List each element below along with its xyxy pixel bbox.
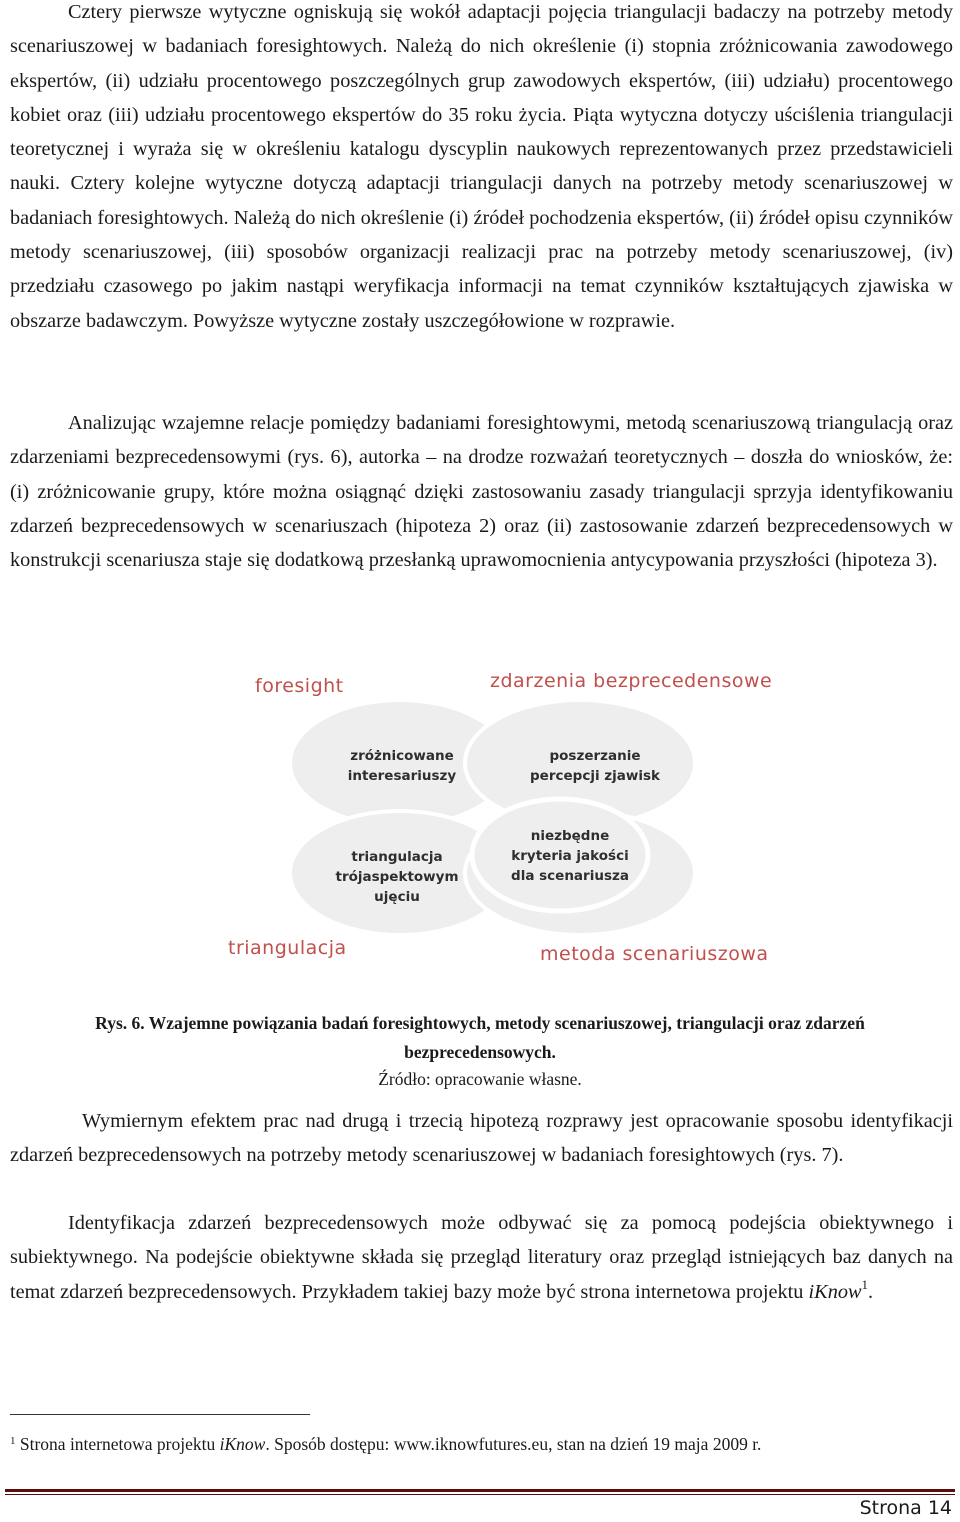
node-stakeholders-line2: interesariuszy xyxy=(347,768,457,784)
figure-caption xyxy=(0,1009,960,1067)
paragraph-effect: Wymiernym efektem prac nad drugą i trzecią hipotezą rozprawy jest opracowanie sposobu identyfikacji zdarzeń bezprecedensowych na potrzeby metody scenariuszowej w badaniach foresightowych (rys. 7). xyxy=(10,1110,953,1167)
node-triangulation-line2: trójaspektowym xyxy=(335,869,459,885)
node-perception-line2: percepcji zjawisk xyxy=(530,768,660,784)
paragraph-guidelines: Cztery pierwsze wytyczne ogniskują się wokół adaptacji pojęcia triangulacji badaczy na potrzeby metody scenariuszowej w badaniach foresightowych. Należą do nich określenie (i) stopnia zróżnicowania zawodowego ekspertów, (ii) udziału procentowego poszczególnych grup zawodowych ekspertów, (iii) udziału) procentowego kobiet oraz (iii) udziału procentowego ekspertów do 35 roku życia. Piąta wytyczna dotyczy uściślenia triangulacji teoretycznej i wyraża się w określeniu katalogu dyscyplin naukowych reprezentowanych przez przedstawicieli nauki. Cztery kolejne wytyczne dotyczą adaptacji triangulacji danych na potrzeby metody scenariuszowej w badaniach foresightowych. Należą do nich określenie (i) źródeł pochodzenia ekspertów, (ii) źródeł opisu czynników metody scenariuszowej, (iii) sposobów organizacji realizacji prac na potrzeby metody scenariuszowej, (iv) przedziału czasowego po jakim nastąpi weryfikacja informacji na temat czynników kształtujących zjawiska w obszarze badawczym. Powyższe wytyczne zostały uszczegółowione w rozprawie. xyxy=(10,1,953,332)
page-number: Strona 14 xyxy=(859,1497,952,1519)
node-triangulation xyxy=(327,847,467,907)
footnote-number: 1 xyxy=(10,1435,16,1447)
iknow-term: iKnow xyxy=(808,1280,862,1303)
label-foresight: foresight xyxy=(255,675,344,697)
figure-caption-line1: Rys. 6. Wzajemne powiązania badań foresightowych, metody scenariuszowej, triangulacji oraz zdarzeń xyxy=(95,1013,865,1033)
node-triangulation-line1: triangulacja xyxy=(351,849,443,865)
node-quality-line1: niezbędne xyxy=(530,828,610,844)
paragraph-analysis: Analizując wzajemne relacje pomiędzy badaniami foresightowymi, metodą scenariuszową triangulacją oraz zdarzeniami bezprecedensowymi (rys. 6), autorka – na drodze rozważań teoretycznych – doszła do wniosków, że: (i) zróżnicowanie grupy, które można osiągnąć dzięki zastosowaniu zasady triangulacji sprzyja identyfikowaniu zdarzeń bezprecedensowych w scenariuszach (hipoteza 2) oraz (ii) zastosowanie zdarzeń bezprecedensowych w konstrukcji scenariusza staje się dodatkową przesłanką uprawomocnienia antycypowania przyszłości (hipoteza 3). xyxy=(10,412,953,572)
footnote-ref: 1 xyxy=(861,1276,869,1292)
label-zdarzenia: zdarzenia bezprecedensowe xyxy=(490,670,773,692)
footer-rule-thick xyxy=(5,1489,955,1492)
footnote-separator xyxy=(10,1414,310,1415)
footnote-text-after: . Sposób dostępu: www.iknowfutures.eu, stan na dzień 19 maja 2009 r. xyxy=(265,1434,762,1454)
node-triangulation-line3: ujęciu xyxy=(374,889,420,905)
figure-source: Źródło: opracowanie własne. xyxy=(378,1069,582,1089)
node-perception-line1: poszerzanie xyxy=(549,748,641,764)
label-metoda: metoda scenariuszowa xyxy=(540,943,769,965)
footer-rule-thin xyxy=(5,1494,955,1495)
node-quality-line3: dla scenariusza xyxy=(511,868,629,884)
footnote-italic: iKnow xyxy=(219,1434,266,1454)
node-quality-line2: kryteria jakości xyxy=(511,848,629,864)
footnote-text-before: Strona internetowa projektu xyxy=(15,1434,220,1454)
figure-relations-diagram xyxy=(210,665,830,975)
node-quality-criteria xyxy=(500,826,640,886)
paragraph-identification xyxy=(10,1206,953,1309)
node-stakeholders xyxy=(332,746,472,786)
footnote xyxy=(10,1428,761,1457)
paragraph-identification-text: Identyfikacja zdarzeń bezprecedensowych może odbywać się za pomocą podejścia obiektywnego i subiektywnego. Na podejście obiektywne składa się przegląd literatury oraz przegląd istniejących baz danych na temat zdarzeń bezprecedensowych. Przykładem takiej bazy może być strona internetowa projektu xyxy=(10,1212,953,1303)
paragraph-end: . xyxy=(868,1280,874,1303)
node-stakeholders-line1: zróżnicowane xyxy=(350,748,454,764)
figure-shapes xyxy=(210,665,830,975)
label-triangulacja: triangulacja xyxy=(228,937,347,959)
node-perception xyxy=(520,746,670,786)
figure-caption-line2: bezprecedensowych. xyxy=(404,1042,556,1062)
